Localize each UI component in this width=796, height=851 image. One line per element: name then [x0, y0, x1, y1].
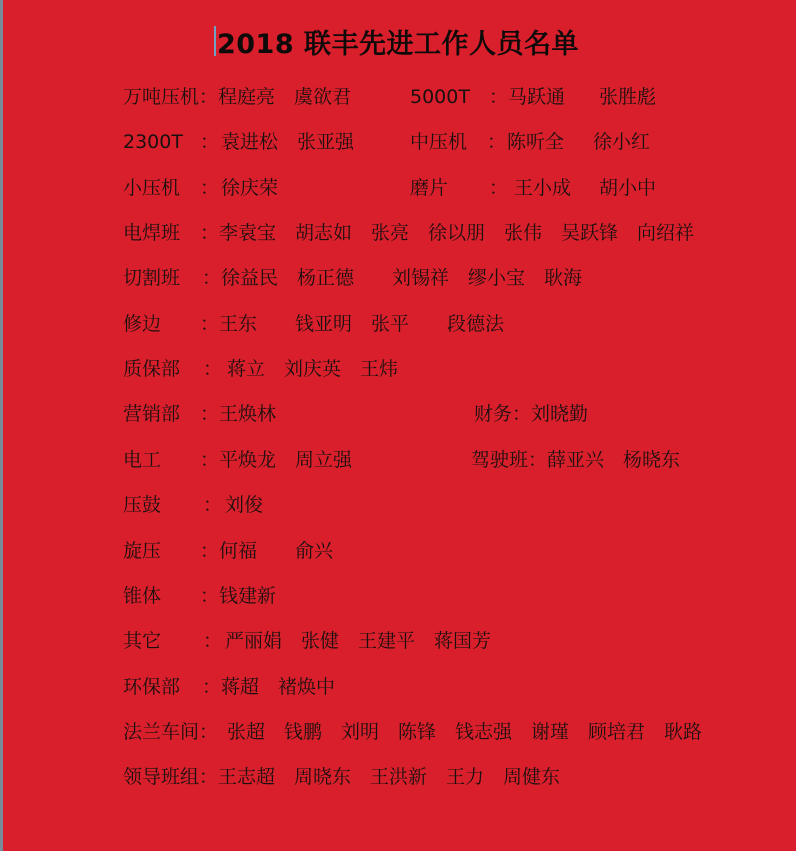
- list-item: [0, 311, 796, 337]
- colon: ：: [487, 131, 507, 153]
- dept-label-names: 万吨压机：程庭亮 虞欲君: [123, 86, 352, 108]
- dept-label: 环保部: [123, 676, 181, 698]
- dept-label: 旋压: [123, 540, 162, 562]
- dept-names: 徐庆荣: [221, 177, 279, 199]
- colon: ：: [200, 177, 220, 199]
- dept-names: 蒋立 刘庆英 王炜: [227, 358, 399, 380]
- dept-names: ：平焕龙 周立强: [200, 449, 353, 471]
- dept-label: 修边: [123, 313, 162, 335]
- list-item: [0, 764, 796, 790]
- dept-names: ：徐益民 杨正德 刘锡祥 缪小宝 耿海: [202, 267, 583, 289]
- list-item: [0, 628, 796, 654]
- list-item: [0, 356, 796, 382]
- dept-names: 张超 钱鹏 刘明 陈锋 钱志强 谢瑾 顾培君 耿路: [227, 721, 703, 743]
- dept-label: 锥体: [123, 585, 162, 607]
- dept-names: ：何福 俞兴: [200, 540, 334, 562]
- dept-names: ：钱建新: [200, 585, 277, 607]
- dept-names: ：王焕林: [200, 403, 277, 425]
- list-item: [0, 220, 796, 246]
- dept-label: 5000T: [410, 86, 470, 108]
- list-item: [0, 492, 796, 518]
- dept-names: 陈听全: [507, 131, 565, 153]
- list-item: [0, 674, 796, 700]
- dept-names: ：蒋超 褚焕中: [202, 676, 336, 698]
- colon: ：: [203, 630, 223, 652]
- dept-label: 营销部: [123, 403, 181, 425]
- colon: ：: [200, 131, 220, 153]
- list-item: [0, 84, 796, 110]
- dept-label-names: 领导班组：王志超 周晓东 王洪新 王力 周健东: [123, 766, 561, 788]
- dept-names: 胡小中: [599, 177, 657, 199]
- dept-label: 小压机: [123, 177, 181, 199]
- dept-label: 磨片: [410, 177, 449, 199]
- dept-names: 严丽娟 张健 王建平 蒋国芳: [225, 630, 492, 652]
- list-item: [0, 401, 796, 427]
- driver-names: 驾驶班：薛亚兴 杨晓东: [471, 449, 681, 471]
- dept-label: 切割班: [123, 267, 181, 289]
- finance-names: 财务：刘晓勤: [474, 403, 589, 425]
- list-item: [0, 719, 796, 745]
- colon: ：: [489, 177, 509, 199]
- list-item: [0, 265, 796, 291]
- dept-names: 王小成: [514, 177, 572, 199]
- dept-names: 徐小红: [593, 131, 651, 153]
- list-item: [0, 447, 796, 473]
- dept-label: 法兰车间：: [123, 721, 219, 743]
- colon: ：: [203, 494, 223, 516]
- dept-names: 袁进松 张亚强: [221, 131, 355, 153]
- dept-names: ：李袁宝 胡志如 张亮 徐以朋 张伟 吴跃锋 向绍祥: [200, 222, 695, 244]
- dept-names: 张胜彪: [599, 86, 657, 108]
- dept-label: 电焊班: [123, 222, 181, 244]
- list-item: [0, 129, 796, 155]
- dept-names: ：王东 钱亚明 张平 段德法: [200, 313, 505, 335]
- dept-label: 质保部: [123, 358, 181, 380]
- list-item: [0, 538, 796, 564]
- dept-names: ：马跃通: [489, 86, 566, 108]
- page-title: 2018 联丰先进工作人员名单: [216, 29, 580, 60]
- dept-names: 刘俊: [225, 494, 264, 516]
- list-item: [0, 175, 796, 201]
- dept-label: 电工: [123, 449, 162, 471]
- dept-label: 2300T: [123, 131, 183, 153]
- dept-label: 其它: [123, 630, 162, 652]
- colon: ：: [203, 358, 223, 380]
- dept-label: 中压机: [410, 131, 468, 153]
- dept-label: 压鼓: [123, 494, 162, 516]
- list-item: [0, 583, 796, 609]
